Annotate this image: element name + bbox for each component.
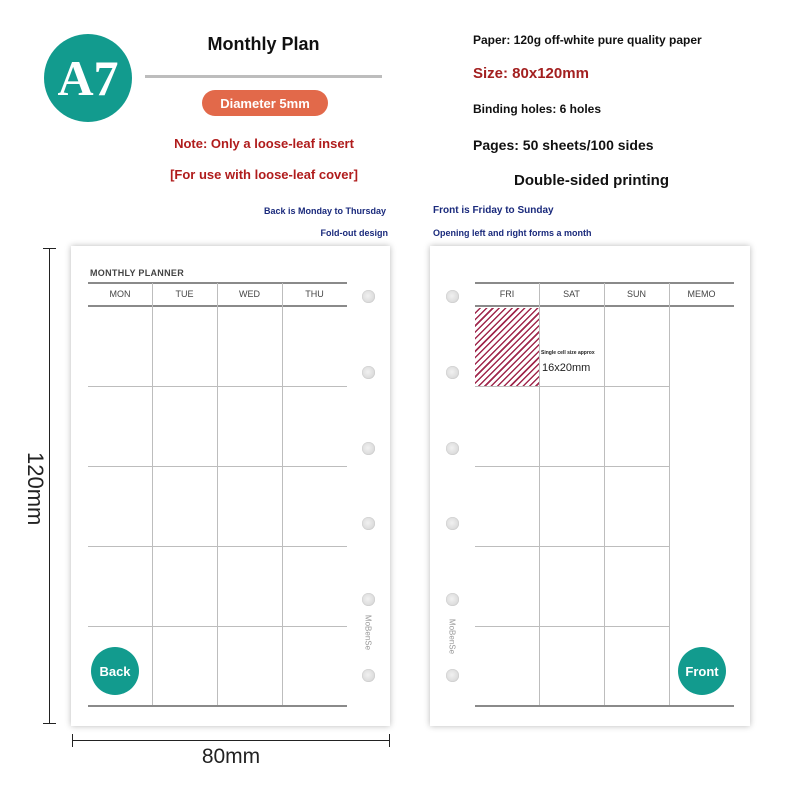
- insert-note: Note: Only a loose-leaf insert: [174, 136, 354, 151]
- day-header-memo: MEMO: [687, 289, 716, 299]
- binding-hole: [446, 442, 459, 455]
- a7-badge: A7: [44, 34, 132, 122]
- spec-binding: Binding holes: 6 holes: [473, 102, 602, 116]
- caption-foldout: Fold-out design: [320, 228, 388, 238]
- height-tick-top: [43, 248, 56, 249]
- binding-hole: [446, 669, 459, 682]
- title-divider: [145, 75, 382, 78]
- day-header-tue: TUE: [175, 289, 194, 299]
- caption-front-days: Front is Friday to Sunday: [433, 205, 554, 216]
- caption-opening: Opening left and right forms a month: [433, 228, 592, 238]
- right-grid-col-line: [669, 283, 670, 707]
- day-header-sat: SAT: [563, 289, 580, 299]
- front-label-circle: Front: [678, 647, 726, 695]
- binding-hole: [446, 517, 459, 530]
- left-grid-col-line: [152, 283, 153, 707]
- binding-hole: [362, 366, 375, 379]
- binding-hole: [446, 366, 459, 379]
- day-header-mon: MON: [109, 289, 131, 299]
- binding-hole: [362, 442, 375, 455]
- right-grid-col-line: [539, 283, 540, 707]
- width-dimension-line: [72, 740, 390, 741]
- binding-hole: [446, 290, 459, 303]
- brand-mark: MoBenSe: [363, 614, 373, 651]
- height-tick-bottom: [43, 723, 56, 724]
- day-header-wed: WED: [239, 289, 260, 299]
- spec-printing: Double-sided printing: [514, 172, 669, 189]
- left-grid-row-line: [88, 626, 347, 627]
- product-title: Monthly Plan: [207, 34, 320, 54]
- binding-hole: [362, 669, 375, 682]
- binding-hole: [446, 593, 459, 606]
- spec-pages: Pages: 50 sheets/100 sides: [473, 137, 654, 153]
- width-tick-left: [72, 734, 73, 747]
- right-grid-row-line: [475, 386, 669, 387]
- day-header-sun: SUN: [626, 289, 646, 299]
- left-grid-col-line: [217, 283, 218, 707]
- left-grid-row-line: [88, 386, 347, 387]
- diameter-badge: Diameter 5mm: [202, 90, 328, 116]
- caption-back-days: Back is Monday to Thursday: [263, 206, 386, 216]
- width-label: 80mm: [201, 745, 261, 768]
- height-label: 120mm: [23, 452, 48, 526]
- day-header-thu: THU: [305, 289, 324, 299]
- width-tick-right: [389, 734, 390, 747]
- cover-note: [For use with loose-leaf cover]: [170, 167, 358, 182]
- back-label-circle: Back: [91, 647, 139, 695]
- height-dimension-line: [49, 248, 50, 724]
- spec-size: Size: 80x120mm: [473, 65, 589, 82]
- left-grid-row-line: [88, 466, 347, 467]
- spec-paper: Paper: 120g off-white pure quality paper: [473, 33, 702, 47]
- brand-mark: MoBenSe: [447, 618, 457, 655]
- right-grid-row-line: [475, 546, 669, 547]
- left-grid-row-line: [88, 546, 347, 547]
- cell-size-value: 16x20mm: [542, 362, 591, 374]
- day-header-fri: FRI: [499, 289, 515, 299]
- left-grid-bottom-rule: [88, 705, 347, 707]
- cell-size-note: Single cell size approx: [541, 350, 595, 356]
- right-grid-row-line: [475, 466, 669, 467]
- right-grid-row-line: [475, 626, 669, 627]
- right-grid-col-line: [604, 283, 605, 707]
- binding-hole: [362, 290, 375, 303]
- planner-title: MONTHLY PLANNER: [90, 268, 185, 278]
- right-grid-bottom-rule: [475, 705, 734, 707]
- binding-hole: [362, 517, 375, 530]
- left-grid-col-line: [282, 283, 283, 707]
- sample-cell-highlight: [475, 308, 539, 386]
